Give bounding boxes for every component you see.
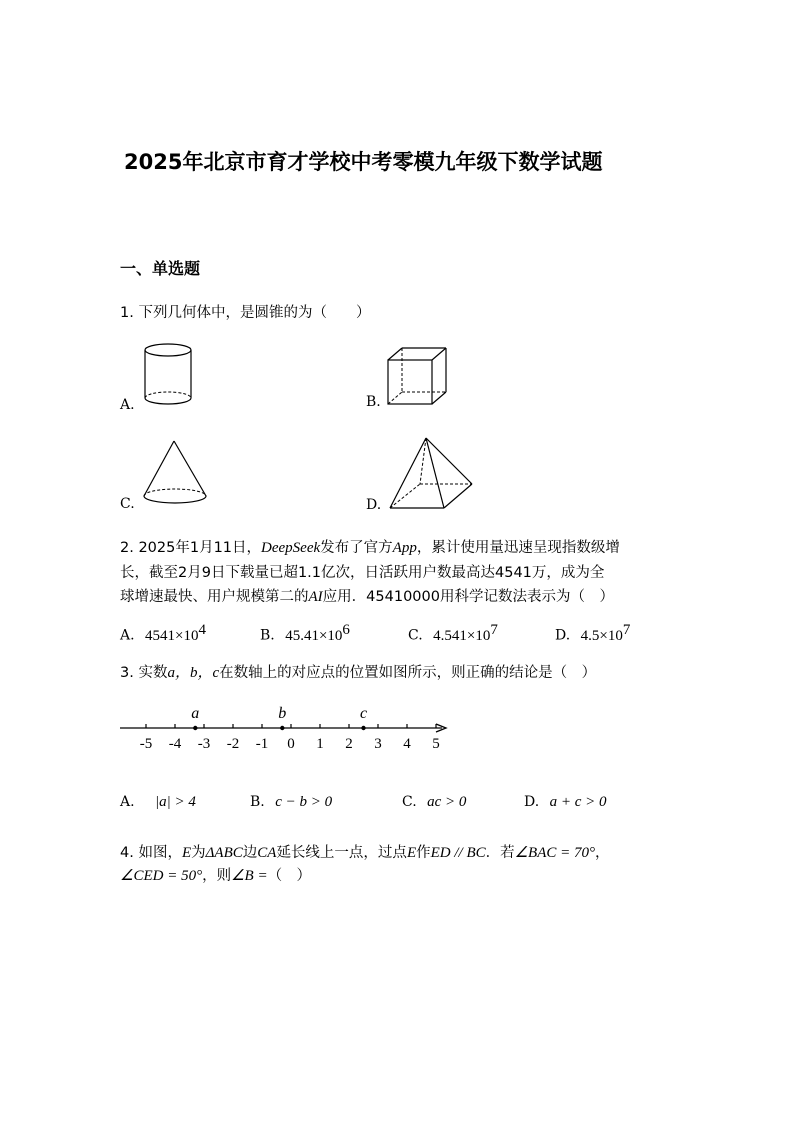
option-value: 4541×10 [145, 627, 199, 644]
number-line-tick-label: 1 [316, 736, 324, 752]
q4-text: （ ） [267, 868, 312, 884]
question-3-text [120, 661, 596, 682]
number-line-tick-label: 5 [432, 736, 440, 752]
q2-ai: AI [308, 589, 323, 605]
option-label: C. [408, 627, 423, 644]
question-4-line-1 [120, 841, 610, 862]
q4-text: ．若 [485, 845, 515, 861]
option-expression: c − b > 0 [275, 794, 333, 810]
q4-text: 作 [416, 845, 431, 861]
q2-option-a [120, 622, 206, 645]
option-expression: ac > 0 [427, 794, 467, 810]
option-label: A. [120, 627, 135, 644]
option-label: B. [260, 627, 275, 644]
option-exponent: 7 [622, 622, 631, 638]
q2-text: ，累计使用量迅速呈现指数级增 [416, 540, 620, 556]
q3-option-b [250, 794, 332, 811]
number-line-point-b [280, 726, 284, 730]
option-expression: a + c > 0 [549, 794, 607, 810]
q4-angle-bac: ∠BAC = 70° [514, 845, 596, 861]
q4-text: ，则 [202, 868, 232, 884]
q4-parallel: ED // BC [430, 845, 486, 861]
number-line-tick-label: 0 [287, 736, 295, 752]
option-exponent: 6 [342, 622, 350, 638]
q3-option-d [524, 794, 607, 811]
option-exponent: 7 [490, 622, 498, 638]
number-line-tick-label: -4 [168, 736, 182, 752]
q2-text: 发布了官方 [320, 540, 393, 556]
option-value: 4.5×10 [580, 627, 623, 644]
q2-option-d [555, 622, 630, 645]
cube-figure [384, 344, 450, 410]
cone-figure [140, 438, 212, 510]
q4-angle-ced: ∠CED = 50° [120, 868, 203, 884]
option-value: 45.41×10 [285, 627, 343, 644]
option-label: C. [402, 794, 417, 810]
q1-option-c-label: C. [120, 496, 135, 512]
q4-point-e: E [181, 845, 192, 861]
number-line-point-a [193, 726, 197, 730]
q3-option-a [120, 794, 196, 811]
q4-text: 为 [191, 845, 206, 861]
option-exponent: 4 [198, 622, 206, 638]
q3-text: 在数轴上的对应点的位置如图所示，则正确的结论是（ ） [219, 665, 597, 681]
page-title: 2025年北京市育才学校中考零模九年级下数学试题 [124, 150, 603, 174]
q1-option-d-label: D. [366, 497, 382, 513]
option-value: 4.541×10 [433, 627, 491, 644]
number-line-point-label: c [359, 705, 368, 722]
number-line-tick-label: -3 [197, 736, 211, 752]
q2-app: App [392, 540, 417, 556]
number-line-tick-label: -5 [139, 736, 153, 752]
q4-point-e: E [406, 845, 417, 861]
question-2-line-2: 长，截至2月9日下载量已超1.1亿次，日活跃用户数最高达4541万，成为全 [120, 565, 605, 581]
q2-text: 应用．45410000用科学记数法表示为（ ） [322, 589, 614, 605]
section-heading: 一、单选题 [120, 259, 201, 278]
q4-text: 边 [242, 845, 258, 861]
question-4-line-2 [120, 864, 311, 885]
question-2-line-1 [120, 536, 620, 557]
q2-deepseek: DeepSeek [261, 540, 321, 556]
number-line-tick-label: 2 [345, 736, 353, 752]
q4-text: 4. 如图， [120, 845, 182, 861]
cylinder-figure [140, 340, 200, 412]
question-2-line-3 [120, 585, 614, 606]
number-line-tick-label: -1 [255, 736, 269, 752]
q2-text: 2. 2025年1月11日， [120, 540, 262, 556]
q3-vars: a，b，c [167, 665, 220, 681]
q1-option-a-label: A. [120, 397, 135, 413]
question-1-text: 1. 下列几何体中，是圆锥的为（ ） [120, 305, 371, 321]
number-line-point-label: a [191, 705, 200, 722]
q3-option-c [402, 794, 466, 811]
q2-text: 球增速最快、用户规模第二的 [120, 589, 309, 605]
number-line [112, 698, 462, 756]
q2-option-b [260, 622, 350, 645]
option-label: A. [120, 794, 135, 810]
q4-text: 延长线上一点，过点 [276, 845, 407, 861]
option-label: B. [250, 794, 265, 810]
q4-triangle: ΔABC [205, 845, 243, 861]
number-line-tick-label: 3 [374, 736, 382, 752]
q4-text: ， [595, 845, 610, 861]
option-expression: |a| > 4 [155, 794, 196, 810]
q4-angle-b: ∠B = [231, 868, 268, 884]
q2-option-c [408, 622, 498, 645]
q1-option-b-label: B. [366, 394, 381, 410]
number-line-tick-label: 4 [403, 736, 411, 752]
q3-text: 3. 实数 [120, 665, 168, 681]
q4-side-ca: CA [257, 845, 277, 861]
number-line-point-c [361, 726, 365, 730]
number-line-point-label: b [278, 705, 287, 722]
pyramid-figure [386, 434, 478, 514]
option-label: D. [524, 794, 540, 810]
number-line-tick-label: -2 [226, 736, 240, 752]
option-label: D. [555, 627, 571, 644]
